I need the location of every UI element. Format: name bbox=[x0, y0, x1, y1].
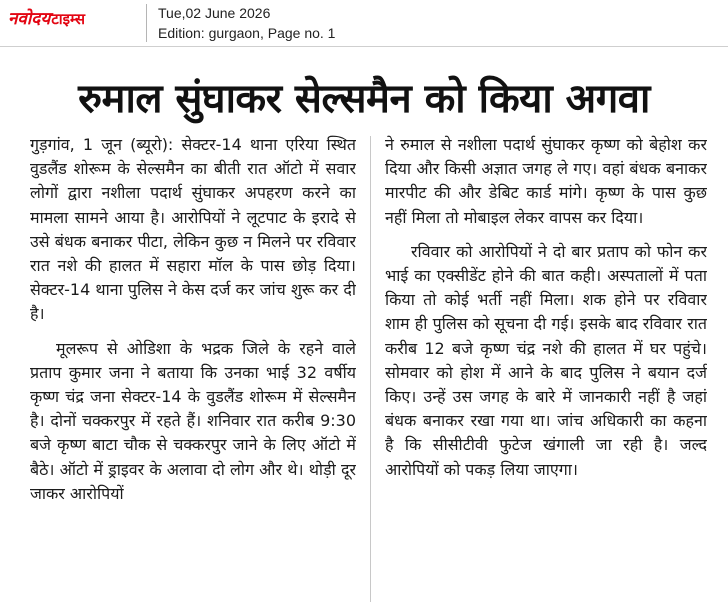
article-headline: रुमाल सुंघाकर सेल्समैन को किया अगवा bbox=[78, 76, 650, 122]
newspaper-logo[interactable] bbox=[8, 6, 136, 30]
masthead bbox=[0, 0, 728, 48]
article-paragraph: मूलरूप से ओडिशा के भद्रक जिले के रहने वाले प्रताप कुमार जना ने बताया कि उनका भाई 32 वर्षीय कृष्ण चंद्र जना सेक्टर-14 के वुडलैंड शोरूम में सेल्समैन है। दोनों चक्करपुर में रहते हैं। शनिवार रात करीब 9:30 बजे कृष्ण बाटा चौक से चक्करपुर जाने के लिए ऑटो में बैठे। ऑटो में ड्राइवर के अलावा दो लोग और थे। थोड़ी दूर जाकर आरोपियों bbox=[30, 338, 356, 503]
publication-date: Tue,02 June 2026 bbox=[158, 5, 271, 21]
column-divider bbox=[370, 136, 371, 602]
article-column-left bbox=[30, 133, 356, 609]
logo-text-times: टाइम्स bbox=[51, 10, 86, 28]
article-paragraph: ने रुमाल से नशीला पदार्थ सुंघाकर कृष्ण को बेहोश कर दिया और किसी अज्ञात जगह ले गए। वहां बंधक बनाकर मारपीट की और डेबिट कार्ड मांगे। कृष्ण के पास कुछ नहीं मिला तो मोबाइल लेकर वापस कर दिया। bbox=[385, 135, 707, 227]
masthead-rule bbox=[0, 46, 728, 47]
logo-text-navodaya: नवोदय bbox=[8, 9, 51, 29]
masthead-divider bbox=[146, 4, 147, 42]
article-column-right bbox=[385, 133, 707, 609]
article-paragraph: गुड़गांव, 1 जून (ब्यूरो): सेक्टर-14 थाना एरिया स्थित वुडलैंड शोरूम के सेल्समैन का बीती रात ऑटो में सवार लोगों द्वारा नशीला पदार्थ सुंघाकर अपहरण करने का मामला सामने आया है। आरोपियों ने लूटपाट के इरादे से उसे बंधक बनाकर पीटा, लेकिन कुछ न मिलने पर रविवार रात नशे की हालत में सहारा मॉल के पास छोड़ दिया। सेक्टर-14 थाना पुलिस ने केस दर्ज कर जांच शुरू कर दी है। bbox=[30, 135, 356, 324]
edition-info: Edition: gurgaon, Page no. 1 bbox=[158, 25, 336, 41]
article-paragraph: रविवार को आरोपियों ने दो बार प्रताप को फोन कर भाई का एक्सीडेंट होने की बात कही। अस्पतालों में पता किया तो कोई भर्ती नहीं मिला। शक होने पर रविवार शाम ही पुलिस को सूचना दी गई। इसके बाद रविवार रात करीब 12 बजे कृष्ण चंद्र नशे की हालत में घर पहुंचे। सोमवार को होश में आने के बाद पुलिस ने बयान दर्ज किए। उन्हें उस जगह के बारे में जानकारी नहीं है जहां बंधक बनाकर रखा गया था। जांच अधिकारी का कहना है कि सीसीटीवी फुटेज खंगाली जा रही है। जल्द आरोपियों को पकड़ लिया जाएगा। bbox=[385, 241, 707, 479]
